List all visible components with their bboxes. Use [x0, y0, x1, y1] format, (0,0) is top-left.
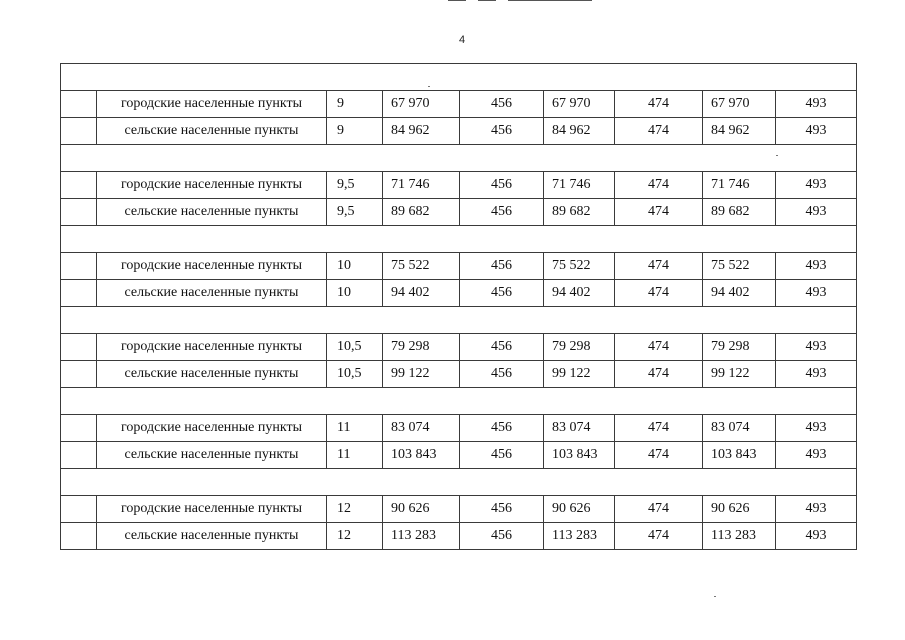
amount-1-cell: 75 522 [383, 253, 460, 280]
number-1-cell: 456 [460, 361, 544, 388]
row-index-cell [61, 118, 97, 145]
table-body [61, 64, 857, 550]
group-header-cell [61, 64, 857, 91]
group-header-row [61, 307, 857, 334]
table-row [61, 280, 857, 307]
group-header-row [61, 226, 857, 253]
number-3-cell: 493 [776, 442, 857, 469]
group-header-cell [61, 145, 857, 172]
group-header-row [61, 145, 857, 172]
amount-1-cell: 89 682 [383, 199, 460, 226]
amount-2-cell: 113 283 [544, 523, 615, 550]
row-index-cell [61, 172, 97, 199]
table-row [61, 199, 857, 226]
amount-2-cell: 79 298 [544, 334, 615, 361]
amount-1-cell: 94 402 [383, 280, 460, 307]
number-2-cell: 474 [615, 199, 703, 226]
row-index-cell [61, 199, 97, 226]
coefficient-cell: 10,5 [327, 334, 383, 361]
number-3-cell: 493 [776, 361, 857, 388]
coefficient-cell: 9,5 [327, 172, 383, 199]
table-row [61, 415, 857, 442]
settlement-type-cell: сельские населенные пункты [97, 199, 327, 226]
number-3-cell: 493 [776, 118, 857, 145]
row-index-cell [61, 334, 97, 361]
settlement-type-cell: сельские населенные пункты [97, 118, 327, 145]
number-3-cell: 493 [776, 415, 857, 442]
number-3-cell: 493 [776, 334, 857, 361]
amount-1-cell: 67 970 [383, 91, 460, 118]
row-index-cell [61, 253, 97, 280]
number-2-cell: 474 [615, 280, 703, 307]
number-3-cell: 493 [776, 91, 857, 118]
amount-1-cell: 84 962 [383, 118, 460, 145]
number-2-cell: 474 [615, 91, 703, 118]
amount-2-cell: 90 626 [544, 496, 615, 523]
settlement-type-cell: сельские населенные пункты [97, 442, 327, 469]
group-header-cell [61, 388, 857, 415]
number-1-cell: 456 [460, 496, 544, 523]
amount-3-cell: 89 682 [703, 199, 776, 226]
amount-2-cell: 75 522 [544, 253, 615, 280]
amount-2-cell: 103 843 [544, 442, 615, 469]
number-2-cell: 474 [615, 523, 703, 550]
amount-1-cell: 103 843 [383, 442, 460, 469]
data-table [60, 63, 857, 550]
number-3-cell: 493 [776, 172, 857, 199]
group-header-row [61, 64, 857, 91]
amount-1-cell: 83 074 [383, 415, 460, 442]
amount-3-cell: 79 298 [703, 334, 776, 361]
number-1-cell: 456 [460, 118, 544, 145]
table-row [61, 172, 857, 199]
number-2-cell: 474 [615, 415, 703, 442]
row-index-cell [61, 361, 97, 388]
number-3-cell: 493 [776, 280, 857, 307]
number-1-cell: 456 [460, 172, 544, 199]
table-row [61, 442, 857, 469]
coefficient-cell: 10,5 [327, 361, 383, 388]
number-1-cell: 456 [460, 334, 544, 361]
number-2-cell: 474 [615, 172, 703, 199]
number-1-cell: 456 [460, 91, 544, 118]
amount-3-cell: 103 843 [703, 442, 776, 469]
settlement-type-cell: городские населенные пункты [97, 91, 327, 118]
coefficient-cell: 12 [327, 523, 383, 550]
settlement-type-cell: городские населенные пункты [97, 496, 327, 523]
top-scan-marks [448, 0, 598, 2]
amount-1-cell: 79 298 [383, 334, 460, 361]
amount-3-cell: 94 402 [703, 280, 776, 307]
coefficient-cell: 9 [327, 118, 383, 145]
amount-3-cell: 113 283 [703, 523, 776, 550]
row-index-cell [61, 442, 97, 469]
number-1-cell: 456 [460, 199, 544, 226]
coefficient-cell: 10 [327, 280, 383, 307]
settlement-type-cell: сельские населенные пункты [97, 361, 327, 388]
coefficient-cell: 9,5 [327, 199, 383, 226]
group-header-cell [61, 469, 857, 496]
number-3-cell: 493 [776, 496, 857, 523]
coefficient-cell: 11 [327, 415, 383, 442]
group-header-cell [61, 226, 857, 253]
row-index-cell [61, 415, 97, 442]
number-3-cell: 493 [776, 523, 857, 550]
settlement-type-cell: городские населенные пункты [97, 334, 327, 361]
coefficient-cell: 12 [327, 496, 383, 523]
row-index-cell [61, 523, 97, 550]
coefficient-cell: 10 [327, 253, 383, 280]
number-1-cell: 456 [460, 280, 544, 307]
number-2-cell: 474 [615, 442, 703, 469]
amount-3-cell: 99 122 [703, 361, 776, 388]
scan-speck [714, 596, 716, 597]
settlement-type-cell: городские населенные пункты [97, 172, 327, 199]
number-2-cell: 474 [615, 253, 703, 280]
number-2-cell: 474 [615, 118, 703, 145]
table-row [61, 334, 857, 361]
amount-2-cell: 71 746 [544, 172, 615, 199]
row-index-cell [61, 496, 97, 523]
group-header-row [61, 469, 857, 496]
number-1-cell: 456 [460, 253, 544, 280]
amount-1-cell: 90 626 [383, 496, 460, 523]
amount-3-cell: 83 074 [703, 415, 776, 442]
number-2-cell: 474 [615, 334, 703, 361]
amount-1-cell: 99 122 [383, 361, 460, 388]
amount-2-cell: 99 122 [544, 361, 615, 388]
table-row [61, 253, 857, 280]
page-number: 4 [458, 34, 466, 46]
scan-speck [428, 86, 430, 87]
table-row [61, 496, 857, 523]
number-3-cell: 493 [776, 199, 857, 226]
group-header-cell [61, 307, 857, 334]
number-2-cell: 474 [615, 496, 703, 523]
settlement-type-cell: сельские населенные пункты [97, 280, 327, 307]
settlement-type-cell: городские населенные пункты [97, 415, 327, 442]
settlement-type-cell: городские населенные пункты [97, 253, 327, 280]
amount-3-cell: 67 970 [703, 91, 776, 118]
amount-3-cell: 71 746 [703, 172, 776, 199]
amount-2-cell: 83 074 [544, 415, 615, 442]
table-row [61, 91, 857, 118]
amount-3-cell: 84 962 [703, 118, 776, 145]
amount-1-cell: 71 746 [383, 172, 460, 199]
row-index-cell [61, 280, 97, 307]
amount-3-cell: 90 626 [703, 496, 776, 523]
row-index-cell [61, 91, 97, 118]
coefficient-cell: 9 [327, 91, 383, 118]
scan-speck [776, 155, 778, 156]
amount-2-cell: 67 970 [544, 91, 615, 118]
number-2-cell: 474 [615, 361, 703, 388]
number-1-cell: 456 [460, 415, 544, 442]
number-1-cell: 456 [460, 442, 544, 469]
amount-3-cell: 75 522 [703, 253, 776, 280]
table-row [61, 361, 857, 388]
settlement-type-cell: сельские населенные пункты [97, 523, 327, 550]
number-1-cell: 456 [460, 523, 544, 550]
table-row [61, 523, 857, 550]
group-header-row [61, 388, 857, 415]
table-row [61, 118, 857, 145]
coefficient-cell: 11 [327, 442, 383, 469]
amount-2-cell: 89 682 [544, 199, 615, 226]
amount-2-cell: 94 402 [544, 280, 615, 307]
amount-1-cell: 113 283 [383, 523, 460, 550]
amount-2-cell: 84 962 [544, 118, 615, 145]
number-3-cell: 493 [776, 253, 857, 280]
